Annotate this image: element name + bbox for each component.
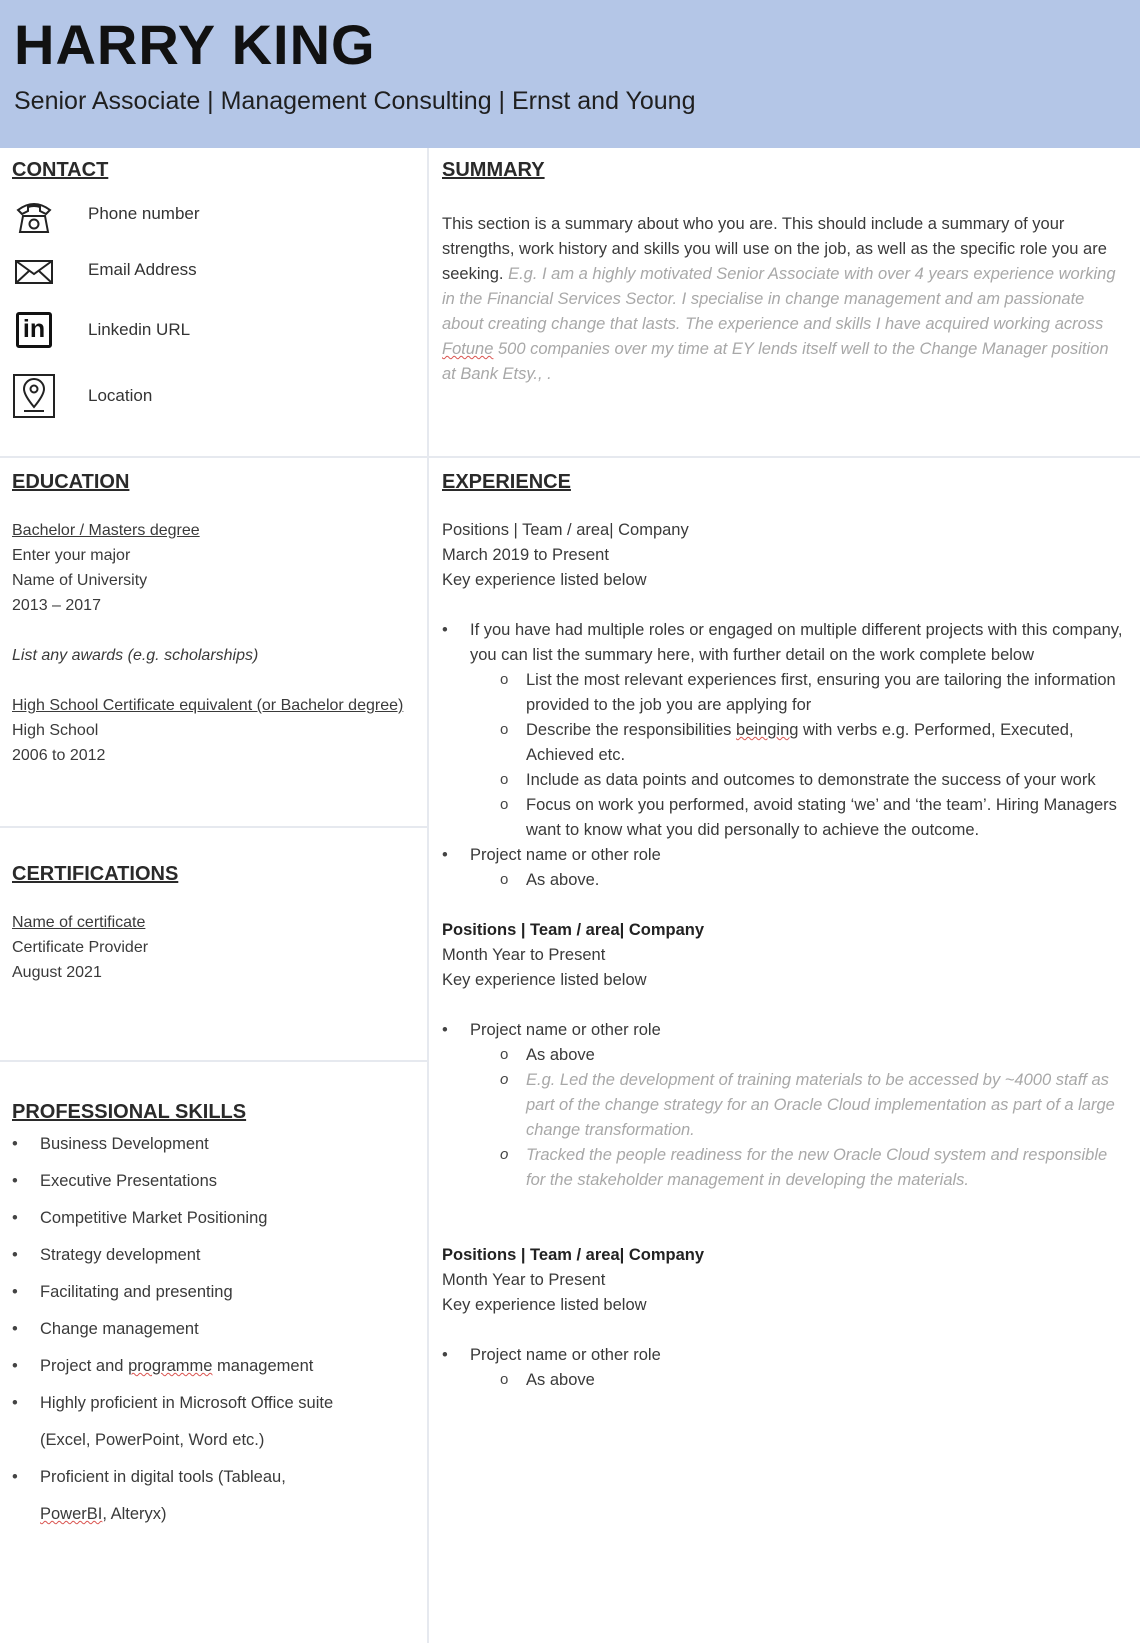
- skills-list: [12, 1126, 417, 1533]
- skill-item-project: [12, 1348, 417, 1385]
- skill-item-digital: [12, 1459, 417, 1533]
- education-degree: Bachelor / Masters degree: [12, 522, 200, 539]
- experience-section: [442, 468, 1126, 1393]
- education-awards: List any awards (e.g. scholarships): [12, 647, 259, 664]
- contact-linkedin: [12, 308, 191, 352]
- phone-icon: [12, 194, 56, 238]
- experience-job-3: [442, 1243, 1126, 1393]
- education-block: [12, 518, 412, 768]
- skill-project-c: management: [217, 1357, 314, 1375]
- candidate-subtitle: Senior Associate | Management Consulting | Ernst and Young: [14, 87, 696, 115]
- job1-sublist: [498, 668, 1126, 843]
- job1-bullet2-text: Project name or other role: [470, 846, 661, 864]
- candidate-name: HARRY KING: [14, 13, 376, 76]
- certificate-date: August 2021: [12, 964, 102, 981]
- skill-item: • Executive Presentations: [12, 1163, 417, 1200]
- skills-section: [12, 1098, 417, 1533]
- job2-sub-item-example: o Tracked the people readiness for the new Oracle Cloud system and responsible for the stakeholder management in developing the materials.: [498, 1143, 1126, 1193]
- skill-item: • Business Development: [12, 1126, 417, 1163]
- summary-section: [442, 156, 545, 184]
- job1-sub-item: o List the most relevant experiences first, ensuring you are tailoring the information provided to the job you are applying for: [498, 668, 1126, 718]
- skill-digital-c: , Alteryx): [102, 1505, 167, 1523]
- job2-sub-item-example: o E.g. Led the development of training materials to be accessed by ~4000 staff as part of the change strategy for an Oracle Cloud implementation as part of a large change transformation.: [498, 1068, 1126, 1143]
- job1-key: Key experience listed below: [442, 571, 647, 589]
- skill-item-office: [12, 1385, 417, 1459]
- skill-office-line1: • Highly proficient in Microsoft Office suite: [40, 1394, 334, 1412]
- certifications-title: CERTIFICATIONS: [12, 863, 179, 885]
- job1-bullet: [442, 843, 1126, 893]
- job2-dates: Month Year to Present: [442, 946, 606, 964]
- summary-example-part1: E.g. I am a highly motivated Senior Associate with over 4 years experience working in the Financial Services Sector. I specialise in change management and am passionate about creating change that lasts. The experience and skills I have acquired working across: [442, 265, 1116, 333]
- job1-sub-item: o As above.: [498, 868, 1126, 893]
- contact-linkedin-label: Linkedin URL: [88, 320, 191, 339]
- job1-dates: March 2019 to Present: [442, 546, 609, 564]
- contact-location: [12, 374, 153, 418]
- skill-item: • Competitive Market Positioning: [12, 1200, 417, 1237]
- experience-job-1: [442, 518, 1126, 893]
- skill-digital-line1: • Proficient in digital tools (Tableau,: [40, 1468, 286, 1486]
- job1-heading: Positions | Team / area| Company: [442, 521, 689, 539]
- job2-heading: Positions | Team / area| Company: [442, 921, 705, 939]
- job3-sublist: [498, 1368, 1126, 1393]
- job2-bullet: [442, 1018, 1126, 1193]
- job3-bullet-text: Project name or other role: [470, 1346, 661, 1364]
- contact-email-label: Email Address: [88, 260, 197, 279]
- skill-item: • Change management: [12, 1311, 417, 1348]
- skill-office-line2: (Excel, PowerPoint, Word etc.): [40, 1431, 265, 1449]
- summary-example: [442, 265, 1116, 383]
- job1-bullet1-text: If you have had multiple roles or engaged on multiple different projects with this company, you can list the summary here, with further detail on the work complete below: [470, 621, 1123, 664]
- job3-heading: Positions | Team / area| Company: [442, 1246, 705, 1264]
- job1-sublist-2: [498, 868, 1126, 893]
- job2-sublist: [498, 1043, 1126, 1193]
- job1-bullet: [442, 618, 1126, 843]
- summary-example-part2: 500 companies over my time at EY lends itself well to the Change Manager position at Bank Etsy., .: [442, 340, 1109, 383]
- certifications-block: [12, 910, 412, 985]
- education-years: 2013 – 2017: [12, 597, 101, 614]
- job3-bullets: [442, 1343, 1126, 1393]
- row-divider-top: [0, 456, 1140, 458]
- experience-job-2: [442, 918, 1126, 1193]
- linkedin-icon-glyph: in: [16, 312, 52, 348]
- education-section: [12, 468, 412, 768]
- summary-example-misspelled: Fotune: [442, 340, 494, 358]
- divider-certifications: [0, 1060, 427, 1062]
- job3-dates: Month Year to Present: [442, 1271, 606, 1289]
- education-title: EDUCATION: [12, 471, 130, 493]
- job3-sub-item: o As above: [498, 1368, 1126, 1393]
- job1-bullets: [442, 618, 1126, 893]
- education-university: Name of University: [12, 572, 148, 589]
- job2-sub-item: o As above: [498, 1043, 1126, 1068]
- summary-title: SUMMARY: [442, 159, 545, 181]
- certifications-section: [12, 860, 412, 985]
- contact-email: [12, 250, 197, 294]
- skill-item: • Strategy development: [12, 1237, 417, 1274]
- job3-bullet: [442, 1343, 1126, 1393]
- skill-project-a: Project and: [40, 1357, 124, 1375]
- education-highschool-years: 2006 to 2012: [12, 747, 106, 764]
- job3-key: Key experience listed below: [442, 1296, 647, 1314]
- job1-sub2-b: beinging: [736, 721, 799, 739]
- skill-digital-b: PowerBI: [40, 1505, 103, 1523]
- contact-section: [12, 156, 108, 184]
- skill-item: • Facilitating and presenting: [12, 1274, 417, 1311]
- location-pin-icon: [12, 374, 56, 418]
- job1-sub2-c: with verbs e.g. Performed, Executed, Achieved etc.: [526, 721, 1074, 764]
- summary-paragraph: [442, 212, 1124, 387]
- certificate-provider: Certificate Provider: [12, 939, 149, 956]
- job1-sub-item: o Focus on work you performed, avoid stating ‘we’ and ‘the team’. Hiring Managers want to know what you did personally to achieve the outcome.: [498, 793, 1126, 843]
- skill-project-b: programme: [128, 1357, 213, 1375]
- job1-sub2-a: Describe the responsibilities: [526, 721, 732, 739]
- skills-title: PROFESSIONAL SKILLS: [12, 1101, 247, 1123]
- job2-bullets: [442, 1018, 1126, 1193]
- job1-sub-item: [498, 718, 1126, 768]
- job2-key: Key experience listed below: [442, 971, 647, 989]
- certificate-name: Name of certificate: [12, 914, 146, 931]
- education-highschool: High School: [12, 722, 99, 739]
- envelope-icon: [12, 250, 56, 294]
- resume-header: [0, 0, 1140, 148]
- education-highschool-cert: High School Certificate equivalent (or Bachelor degree): [12, 697, 404, 714]
- contact-phone: [12, 194, 200, 238]
- education-major: Enter your major: [12, 547, 131, 564]
- contact-location-label: Location: [88, 386, 153, 405]
- job1-sub-item: o Include as data points and outcomes to demonstrate the success of your work: [498, 768, 1126, 793]
- experience-title: EXPERIENCE: [442, 471, 571, 493]
- job2-bullet-text: Project name or other role: [470, 1021, 661, 1039]
- column-divider: [427, 148, 429, 1643]
- contact-title: CONTACT: [12, 159, 109, 181]
- linkedin-icon: [12, 308, 56, 352]
- divider-education: [0, 826, 427, 828]
- summary-text: This section is a summary about who you are. This should include a summary of your strengths, work history and skills you will use on the job, as well as the specific role you are seeking.: [442, 215, 1107, 283]
- contact-phone-label: Phone number: [88, 204, 200, 223]
